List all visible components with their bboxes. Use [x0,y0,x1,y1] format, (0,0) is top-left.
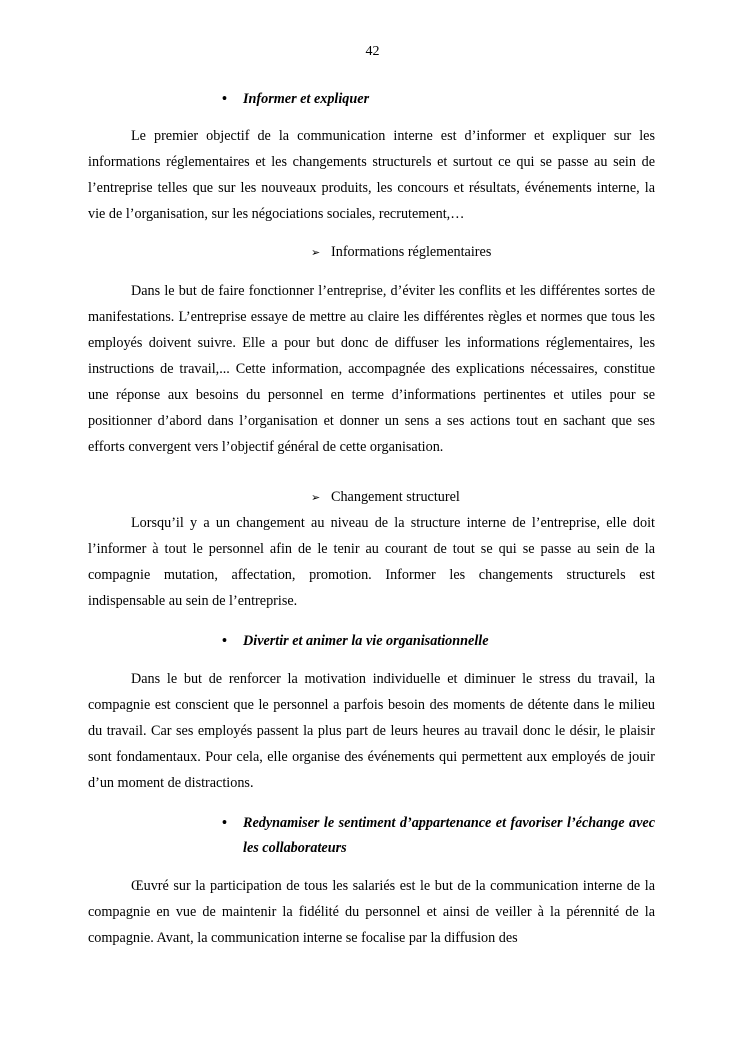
bullet-heading-text: Divertir et animer la vie organisationnelle [243,633,489,649]
page-number: 42 [365,44,380,59]
bullet-heading-text: Redynamiser le sentiment d’appartenance et favoriser l’échange avec les collaborateurs [243,815,655,856]
arrow-bullet-icon: ➢ [311,246,321,259]
bullet-heading-redynamiser [222,811,655,861]
subheading-text: Changement structurel [331,489,460,505]
bullet-icon: • [222,815,227,831]
paragraph-informations-reglementaires: Dans le but de faire fonctionner l’entreprise, d’éviter les conflits et les différentes sortes de manifestations. L’entreprise essaye de mettre au claire les différentes règles et normes que tous les employés doivent suivre. Elle a pour but donc de diffuser les informations réglementaires, les instructions de travail,... Cette information, accompagnée des explications nécessaires, constitue une réponse aux besoins du personnel en terme d’informations pertinentes et utiles pour se positionner d’abord dans l’organisation et donner un sens a ses actions tout en sachant que ses efforts convergent vers l’objectif général de cette organisation. [88,283,655,455]
bullet-heading-divertir [222,629,655,654]
subheading-changement-structurel [311,487,460,508]
bullet-icon: • [222,633,227,649]
bullet-icon: • [222,91,227,107]
paragraph-informer: Le premier objectif de la communication interne est d’informer et expliquer sur les informations réglementaires et les changements structurels et surtout ce qui se passe au sein de l’entreprise telles que sur les nouveaux produits, les concours et résultats, événements interne, la vie de l’organisation, sur les négociations sociales, recrutement,… [88,128,655,222]
paragraph-redynamiser: Œuvré sur la participation de tous les salariés est le but de la communication interne de la compagnie en vue de maintenir la fidélité du personnel et ainsi de veiller à la pérennité de la compagnie. Avant, la communication interne se focalise par la diffusion des [88,878,655,946]
arrow-bullet-icon: ➢ [311,491,321,504]
paragraph-changement-structurel: Lorsqu’il y a un changement au niveau de la structure interne de l’entreprise, elle doit l’informer à tout le personnel afin de le tenir au courant de tout se qui se passe au sein de la compagnie mutation, affectation, promotion. Informer les changements structurels est indispensable au sein de l’entreprise. [88,515,655,609]
paragraph-divertir: Dans le but de renforcer la motivation individuelle et diminuer le stress du travail, la compagnie est conscient que le personnel a parfois besoin des moments de détente dans le milieu du travail. Car ses employés passent la plus part de leurs heures au travail donc le désir, le plaisir sont fondamentaux. Pour cela, elle organise des événements qui permettent aux employés de jouir d’un moment de distractions. [88,671,655,791]
subheading-text: Informations réglementaires [331,244,492,260]
bullet-heading-text: Informer et expliquer [243,91,370,107]
bullet-heading-informer [222,87,655,112]
subheading-informations-reglementaires [311,242,491,263]
